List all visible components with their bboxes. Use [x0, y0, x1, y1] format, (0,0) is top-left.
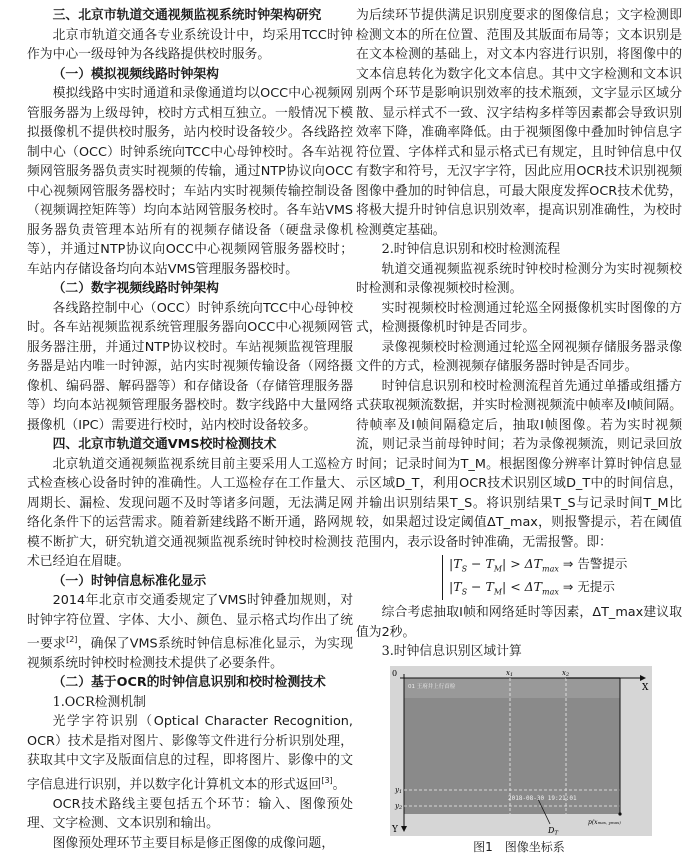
- point-p-label: p(xmax, ymax): [588, 818, 621, 826]
- dt-label: DT: [548, 825, 559, 836]
- coordinate-figure: [390, 666, 652, 836]
- formula-sub: M: [493, 564, 503, 574]
- section-heading-3: 三、北京市轨道交通视频监视系统时钟架构研究: [52, 8, 322, 23]
- subheading-digital: （二）数字视频线路时钟架构: [52, 281, 219, 296]
- y2-label: y2: [395, 801, 403, 811]
- citation: [2]: [66, 635, 78, 644]
- paragraph: [27, 591, 353, 673]
- formula-line-alarm: [449, 555, 682, 578]
- formula-result: ⇒ 无提示: [562, 578, 615, 594]
- formula-sub: max: [542, 564, 559, 574]
- figure-svg: [390, 666, 652, 836]
- text: 2014年北京市交通委规定了VMS时钟叠加规则，对时钟字符位置、字体、大小、颜色、显示格式均作出了统一要求: [27, 593, 353, 652]
- paragraph: 综合考虑抽取I帧和网络延时等因素，ΔT_max建议取值为2秒。: [356, 605, 682, 640]
- osd-time-text: 2018-08-30 19:21:01: [508, 794, 577, 802]
- text: 光学字符识别（Optical Character Recognition, OCR）技术是指对图片、影像等文件进行分析识别处理，获取其中文字及版面信息的过程，即将图片、影像中的文字信息进行识别，并以数字化计算机文本的形式返回: [27, 714, 353, 793]
- paragraph: 各线路控制中心（OCC）时钟系统向TCC中心母钟校时。各车站视频监视系统管理服务器向OCC中心视频网管服务器注册，并通过NTP协议校时。车站视频监视管理服务器是站内唯一时钟源，站内实时视频传输设备（网络摄像机、编码器、解码器等）和存储设备（存储管理服务器等）均向本站视频管理服务器校时。数字线路中大量网络摄像机（IPC）需要进行校时，站内校时设备较多。: [27, 300, 353, 433]
- paragraph: 为后续环节提供满足识别度要求的图像信息；文字检测即检测文本的所在位置、范围及其版面布局等；文本识别是在文本检测的基础上，对文本内容进行识别，将图像中的文本信息转化为数字化文本信息。其中文字检测和文本识别两个环节是影响识别效率的技术瓶颈，文字显示区域分散、显示样式不一致、汉字结构多样等因素都会导致识别效率下降，准确率降低。由于视频图像中叠加时钟信息字符位置、字体样式和显示格式已有规定，且时钟信息中仅有数字和符号，无汉字字符，因此应用OCR技术识别视频图像中叠加的时钟信息，可最大限度发挥OCR技术优势，将极大提升时钟信息识别效率，提高识别准确性，为校时检测奠定基础。: [356, 8, 682, 238]
- osd-station-text: 01 王府井上行首检: [408, 683, 456, 690]
- figure-caption: 图1 图像坐标系: [473, 839, 565, 854]
- citation: [3]: [321, 775, 333, 785]
- subheading-ocr-mechanism: 1.OCR检测机制: [52, 694, 146, 710]
- formula-text: |T: [449, 578, 462, 594]
- left-column: [27, 6, 353, 853]
- paragraph: 时钟信息识别和校时检测流程首先通过单播或组播方式获取视频流数据，并实时检测视频流中帧率及I帧间隔。待帧率及I帧间隔稳定后，抽取I帧图像。若为实时视频流，则记录当前母钟时间；若为录像视频流，则记录回放时间；记录时间为T_M。根据图像分辨率计算时钟信息显示区域D_T，利用OCR技术识别区域D_T中的时间信息，并输出识别结果T_S。将识别结果T_S与记录时间T_M比较，如果超过设定阈值ΔT_max，则报警提示，若在阈值范围内，表示设备时钟准确，无需报警。即：: [356, 378, 682, 550]
- paragraph: OCR技术路线主要包括五个环节：输入、图像预处理、文字检测、文本识别和输出。: [27, 796, 353, 832]
- y-axis-label: Y: [392, 824, 398, 835]
- x2-label: x2: [562, 668, 570, 678]
- origin-label: 0: [392, 668, 398, 678]
- paragraph: 录像视频校时检测通过轮巡全网视频存储服务器录像文件的方式，检测视频存储服务器时钟是否同步。: [356, 339, 682, 374]
- paragraph: 模拟线路中实时通道和录像通道均以OCC中心视频网管服务器为上级母钟，校时方式相互独立。一般情况下模拟摄像机不提供校时服务，站内校时设备较少。各线路控制中心（OCC）时钟系统向TCC中心母钟校时。各车站视频网管服务器负责实时视频的传输，通过NTP协议向OCC中心视频网管服务器校时；车站内实时视频传输控制设备（视频调控矩阵等）均向本站网管服务校时。各车站VMS服务器负责管理本站所有的视频存储设备（硬盘录像机等），并通过NTP协议向OCC中心视频网管服务器校时；车站内存储设备均向本站VMS管理服务器校时。: [27, 86, 353, 277]
- paragraph: 北京市轨道交通各专业系统设计中，均采用TCC时钟作为中心一级母钟为各线路提供校时服务。: [27, 27, 353, 62]
- text: ，确保了VMS系统时钟信息标准化显示，为实现视频系统时钟校时检测技术提供了必要条件。: [27, 636, 354, 671]
- subheading-process: 2.时钟信息识别和校时检测流程: [381, 242, 561, 257]
- formula-text: |T: [449, 556, 462, 571]
- formula-result: ⇒ 告警提示: [562, 556, 628, 571]
- formula-text: | < ΔT: [502, 578, 543, 594]
- formula-sub: S: [461, 587, 468, 596]
- point-p: [618, 812, 621, 815]
- formula-sub: M: [493, 587, 503, 596]
- subheading-analog: （一）模拟视频线路时钟架构: [52, 66, 219, 82]
- right-column: [356, 6, 682, 857]
- x-axis-label: X: [642, 682, 649, 693]
- subheading-ocr: （二）基于OCR的时钟信息识别和校时检测技术: [52, 675, 326, 691]
- formula-line-ok: [449, 578, 682, 601]
- paragraph: 实时视频校时检测通过轮巡全网摄像机实时图像的方式，检测摄像机时钟是否同步。: [356, 300, 682, 335]
- section-heading-4: 四、北京市轨道交通VMS校时检测技术: [52, 437, 277, 452]
- paragraph: 图像预处理环节主要目标是修正图像的成像问题，: [52, 835, 335, 851]
- formula: [442, 555, 682, 600]
- y1-label: y1: [395, 785, 403, 795]
- text: 。: [332, 777, 346, 793]
- subheading-standard: （一）时钟信息标准化显示: [52, 573, 207, 589]
- paragraph: [27, 712, 353, 794]
- paragraph: 轨道交通视频监视系统时钟校时检测分为实时视频校时检测和录像视频校时检测。: [356, 261, 682, 296]
- formula-text: − T: [467, 578, 494, 594]
- paragraph: 北京轨道交通视频监视系统目前主要采用人工巡检方式检查核心设备时钟的准确性。人工巡检存在工作量大、周期长、漏检、发现问题不及时等诸多问题，无法满足网络化条件下的运营需求。随着新建线路不断开通，路网规模不断扩大，研究轨道交通视频监视系统时钟校时检测技术已经迫在眉睫。: [27, 456, 353, 569]
- formula-sub: max: [542, 587, 559, 596]
- formula-text: − T: [467, 556, 494, 571]
- formula-sub: S: [461, 564, 468, 574]
- subheading-region: 3.时钟信息识别区域计算: [381, 644, 522, 659]
- formula-text: | > ΔT: [502, 556, 543, 571]
- image-area: [404, 678, 620, 814]
- x1-label: x1: [506, 668, 514, 678]
